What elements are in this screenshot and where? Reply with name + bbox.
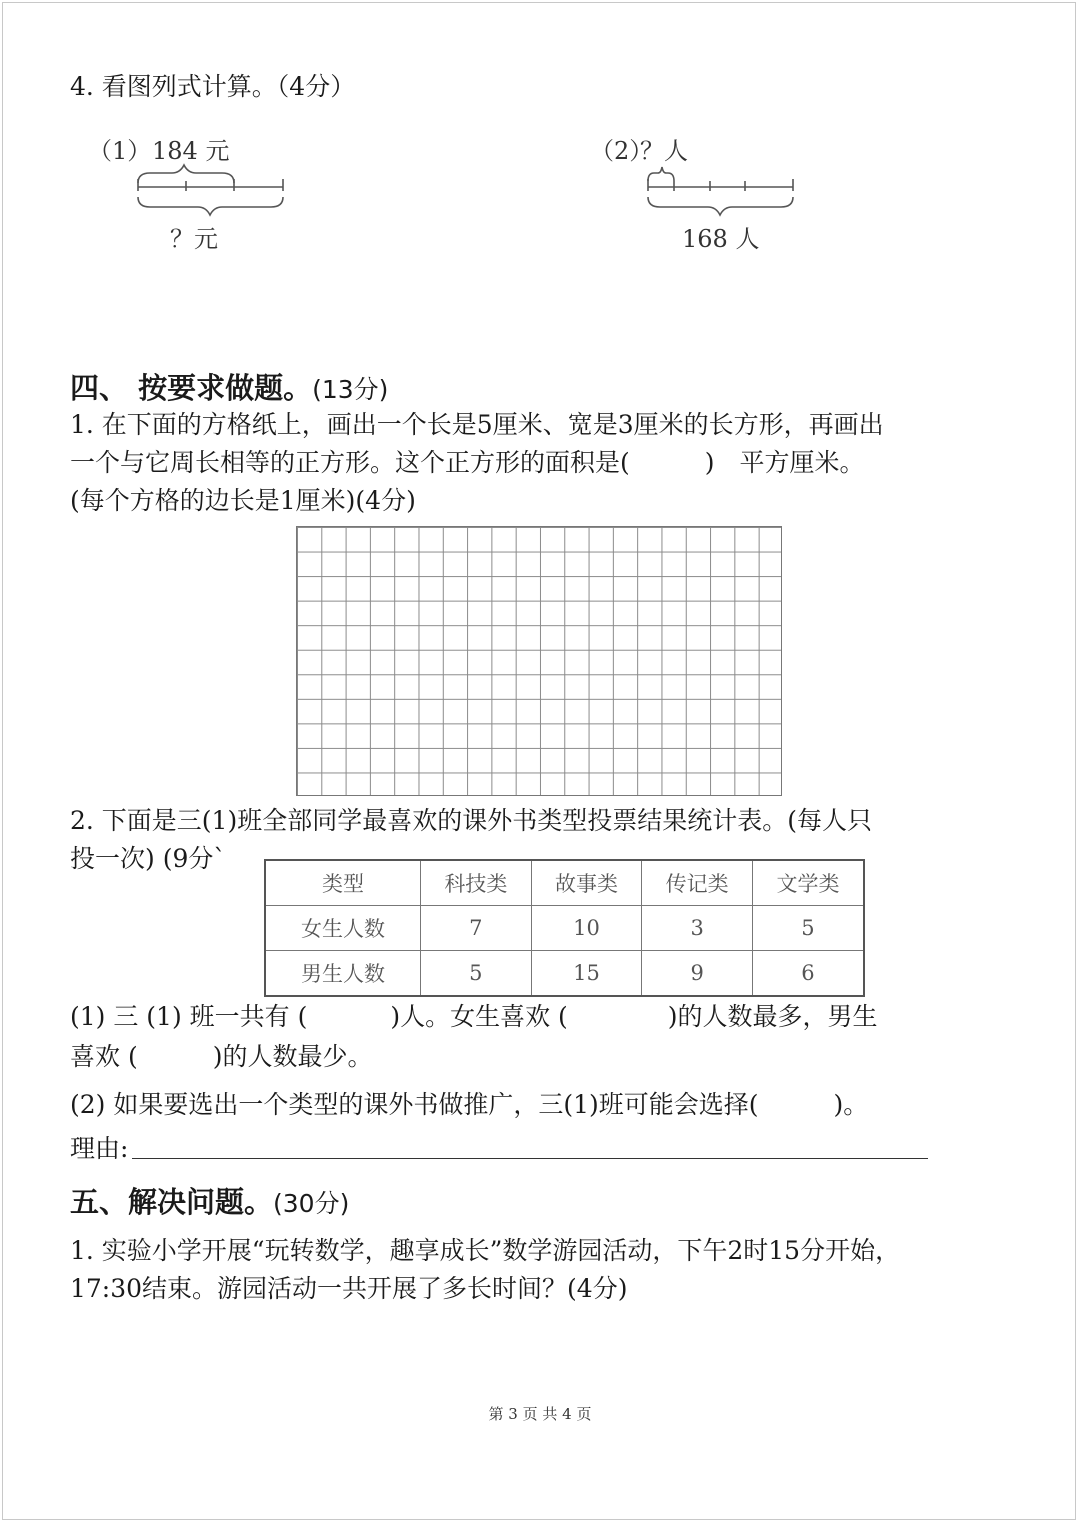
section-5-heading — [70, 1180, 349, 1221]
section-4-title: 四、 按要求做题。 — [70, 371, 313, 405]
diagram-1 — [80, 125, 320, 255]
diagram-2-bottom-value: 168 人 — [682, 225, 760, 253]
diagram-1-top-brace — [138, 165, 234, 183]
s4-q2-line1: 2. 下面是三(1)班全部同学最喜欢的课外书类型投票结果统计表。(每人只 — [70, 806, 872, 835]
s4-sub1-line2: 喜欢 ( )的人数最少。 — [70, 1042, 373, 1071]
reason-label: 理由: — [70, 1134, 129, 1163]
diagram-1-bottom-brace — [138, 197, 283, 215]
table-cell: 5 — [752, 906, 864, 951]
diagram-2 — [590, 125, 830, 255]
table-header-cell: 科技类 — [421, 860, 532, 906]
table-header-cell: 传记类 — [642, 860, 753, 906]
diagram-2-bottom-brace — [648, 197, 793, 215]
s5-q1-line2: 17:30结束。游园活动一共开展了多长时间？(4分) — [70, 1274, 628, 1303]
table-row — [265, 906, 864, 951]
diagram-2-top-value: ？人 — [640, 137, 688, 165]
section-5-title: 五、解决问题。 — [70, 1185, 274, 1219]
reason-answer-line[interactable] — [132, 1158, 928, 1159]
table-header-cell: 文学类 — [752, 860, 864, 906]
section-5-score: (30分) — [273, 1189, 350, 1218]
table-header-cell: 故事类 — [531, 860, 642, 906]
s4-q1-line2: 一个与它周长相等的正方形。这个正方形的面积是( ) 平方厘米。 — [70, 448, 865, 477]
table-cell: 6 — [752, 951, 864, 997]
s4-q1-line1: 1. 在下面的方格纸上，画出一个长是5厘米、宽是3厘米的长方形，再画出 — [70, 410, 884, 439]
s4-sub1-line1: (1) 三 (1) 班一共有 ( )人。女生喜欢 ( )的人数最多，男生 — [70, 1002, 878, 1031]
table-header-cell: 类型 — [265, 860, 421, 906]
table-cell: 10 — [531, 906, 642, 951]
diagram-2-top-brace — [648, 167, 674, 181]
table-cell: 9 — [642, 951, 753, 997]
diagram-2-label: （2） — [590, 137, 654, 165]
section-4-heading — [70, 366, 388, 407]
table-row-label: 女生人数 — [265, 906, 421, 951]
s5-q1-line1: 1. 实验小学开展“玩转数学，趣享成长”数学游园活动，下午2时15分开始， — [70, 1236, 901, 1265]
page-footer: 第 3 页 共 4 页 — [488, 1405, 592, 1423]
table-cell: 7 — [421, 906, 532, 951]
table-cell: 15 — [531, 951, 642, 997]
diagram-1-top-value: 184 元 — [152, 137, 230, 165]
table-header-row — [265, 860, 864, 906]
q4-title: 4. 看图列式计算。（4分） — [70, 72, 356, 101]
table-row — [265, 951, 864, 997]
square-grid-paper[interactable] — [296, 526, 782, 796]
diagram-1-bottom-value: ？元 — [170, 225, 218, 253]
table-cell: 3 — [642, 906, 753, 951]
vote-result-table — [264, 859, 865, 997]
s4-q1-line3: (每个方格的边长是1厘米)(4分) — [70, 486, 416, 515]
section-4-score: (13分) — [312, 375, 389, 404]
table-cell: 5 — [421, 951, 532, 997]
diagram-1-label: （1） — [88, 137, 152, 165]
s4-q2-line2: 投一次) (9分` — [70, 844, 226, 873]
table-row-label: 男生人数 — [265, 951, 421, 997]
s4-sub2-line1: (2) 如果要选出一个类型的课外书做推广，三(1)班可能会选择( )。 — [70, 1090, 869, 1119]
